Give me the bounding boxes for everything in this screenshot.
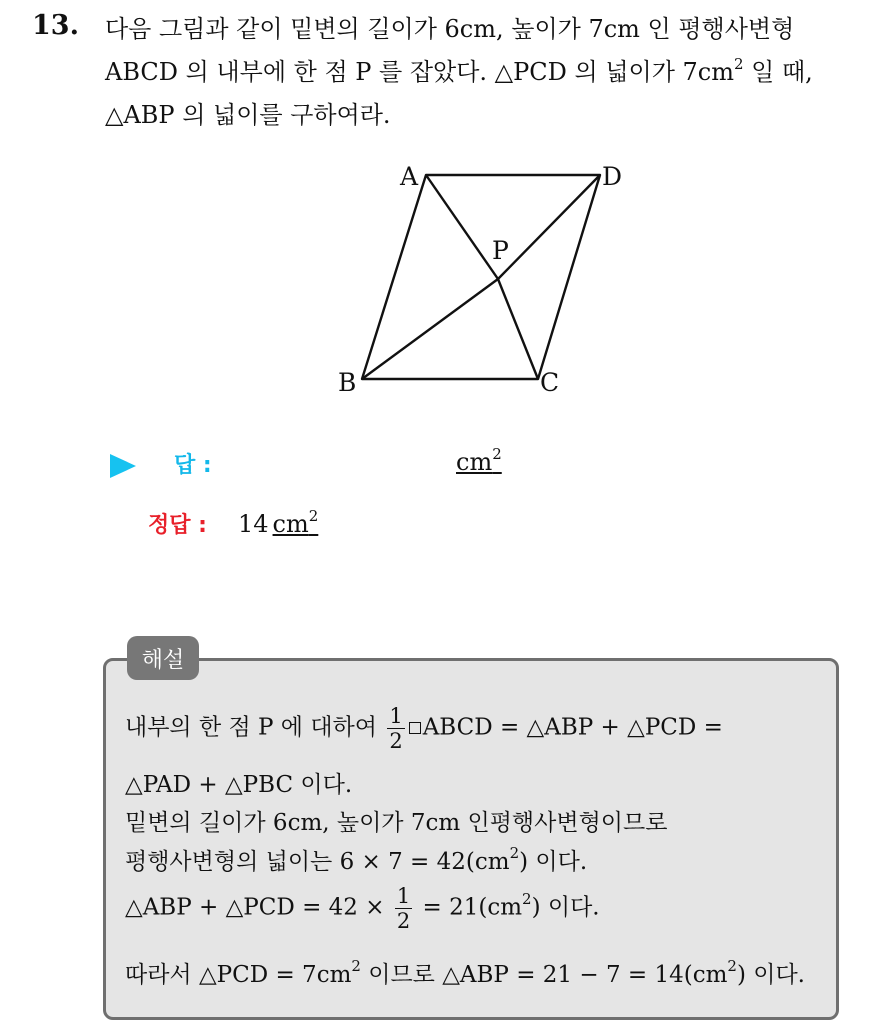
fraction-half-2: $\frac{1}{2}$	[396, 884, 411, 933]
correct-answer-row	[110, 508, 610, 542]
label-p: P	[492, 236, 509, 265]
parallelogram-symbol-icon	[409, 722, 421, 734]
solution-line-4: 평행사변형의 넓이는 $6 \times 7 = 42(cm^2)$ 이다.	[125, 844, 588, 875]
solution-tag: 해설	[127, 636, 199, 680]
segment-ap	[426, 175, 498, 279]
solution-line-3: 밑변의 길이가 6cm, 높이가 7cm 인평행사변형이므로	[125, 810, 668, 836]
solution-line-5: △ABP + △PCD = 42 × $\frac{1}{2}$ = $21(cm^2)$ 이다.	[125, 884, 600, 933]
answer-row	[110, 445, 610, 482]
parallelogram-figure	[330, 155, 650, 409]
label-b: B	[338, 368, 357, 397]
answer-unit: $cm^2$	[456, 445, 502, 476]
solution-line-2: △PAD + △PBC 이다.	[125, 772, 353, 798]
correct-label: 정답 :	[148, 513, 207, 538]
question-text	[105, 8, 865, 137]
question-line-2-sup: 2	[733, 55, 744, 73]
solution-line-6: 따라서 △PCD = $7cm^2$ 이므로 △ABP = $21 - 7 = 14(cm^2)$ 이다.	[125, 957, 805, 988]
question-line-2: ABCD 의 내부에 한 점 P 를 잡았다. △PCD 의 넓이가 $7cm^2$ 일 때,	[105, 55, 813, 86]
label-d: D	[602, 162, 623, 191]
answer-label: 답 :	[174, 453, 212, 478]
correct-unit: $cm^2$	[272, 507, 319, 538]
label-a: A	[400, 162, 419, 191]
correct-value: 14 $cm^2$	[238, 507, 319, 538]
parallelogram-abcd	[362, 175, 600, 379]
label-c: C	[540, 368, 560, 397]
segment-bp	[362, 279, 498, 379]
play-triangle-icon	[110, 454, 136, 478]
question-line-1: 다음 그림과 같이 밑변의 길이가 6cm, 높이가 7cm 인 평행사변형	[105, 15, 795, 43]
segment-cp	[498, 279, 538, 379]
fraction-half-1: $\frac{1}{2}$	[389, 704, 403, 753]
question-line-3: △ABP 의 넓이를 구하여라.	[105, 101, 391, 129]
question-number: 13.	[32, 10, 79, 41]
solution-line-1: 내부의 한 점 P 에 대하여 $\frac{1}{2}$ ABCD = △ABP + △PCD =	[125, 704, 723, 753]
